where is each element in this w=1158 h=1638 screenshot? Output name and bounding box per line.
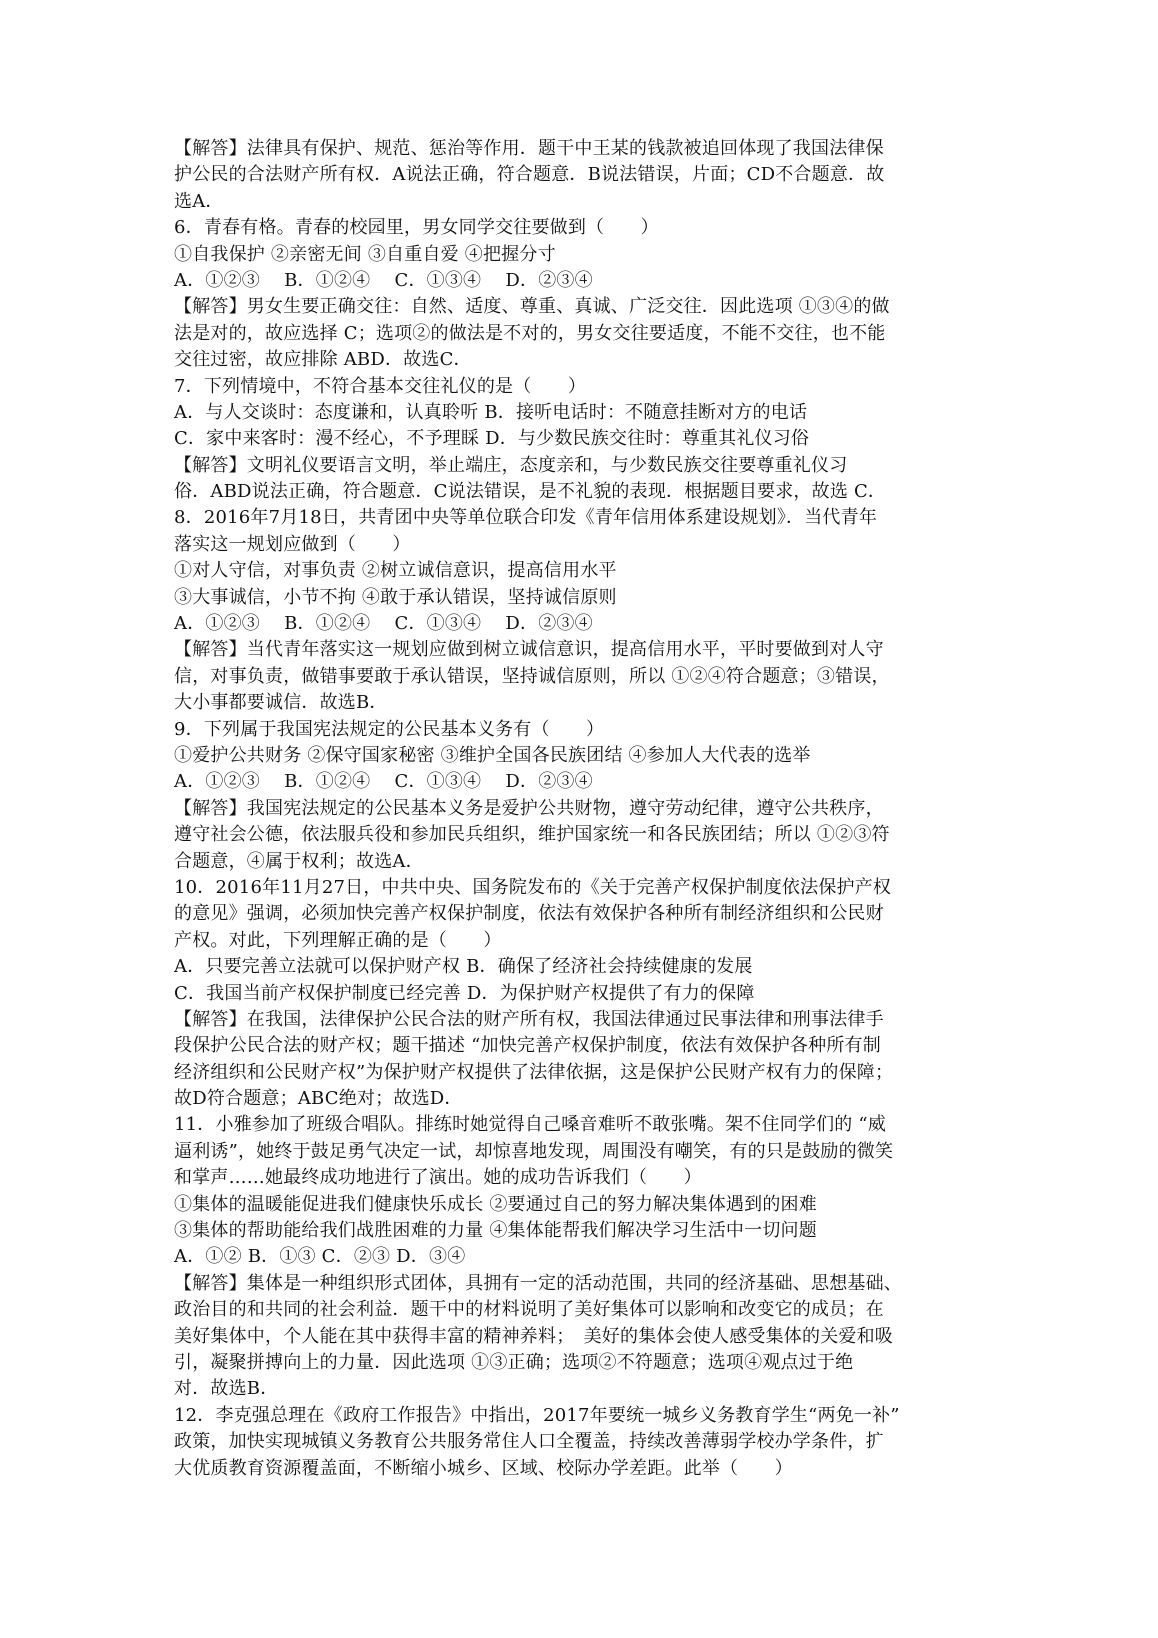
question-11-stem: 逼利诱”，她终于鼓足勇气决定一试，却惊喜地发现，周围没有嘲笑，有的只是鼓励的微笑 (174, 1140, 894, 1162)
question-8-items: ③大事诚信，小节不拘 ④敢于承认错误，坚持诚信原则 (174, 586, 617, 608)
text-line: 【解答】我国宪法规定的公民基本义务是爱护公共财物，遵守劳动纪律，遵守公共秩序， (174, 797, 884, 819)
question-7-options: A．与人交谈时：态度谦和，认真聆听 B．接听电话时：不随意挂断对方的电话 (174, 401, 808, 423)
question-6-items: ①自我保护 ②亲密无间 ③自重自爱 ④把握分寸 (174, 243, 556, 265)
text-line: 遵守社会公德，依法服兵役和参加民兵组织，维护国家统一和各民族团结；所以 ①②③符 (174, 824, 890, 846)
text-line: 【解答】在我国，法律保护公民合法的财产所有权，我国法律通过民事法律和刑事法律手 (174, 1008, 884, 1030)
text-line: 护公民的合法财产所有权．A说法正确，符合题意．B说法错误，片面；CD不合题意．故 (174, 164, 885, 186)
text-line: 俗．ABD说法正确，符合题意．C说法错误，是不礼貌的表现．根据题目要求，故选 C． (174, 481, 887, 503)
question-12-stem: 政策，加快实现城镇义务教育公共服务常住人口全覆盖，持续改善薄弱学校办学条件，扩 (174, 1431, 884, 1453)
text-line: 经济组织和公民财产权”为保护财产权提供了法律依据，这是保护公民财产权有力的保障； (174, 1061, 894, 1083)
question-6-options: A．①②③ B．①②④ C．①③④ D．②③④ (174, 269, 593, 291)
question-9-stem: 9．下列属于我国宪法规定的公民基本义务有（ ） (174, 718, 605, 740)
question-8-stem: 8．2016年7月18日，共青团中央等单位联合印发《青年信用体系建设规划》．当代青年 (174, 507, 878, 529)
question-11-items: ③集体的帮助能给我们战胜困难的力量 ④集体能帮我们解决学习生活中一切问题 (174, 1220, 817, 1242)
question-11-stem: 和掌声……她最终成功地进行了演出。她的成功告诉我们（ ） (174, 1167, 702, 1189)
question-11-stem: 11．小雅参加了班级合唱队。排练时她觉得自己嗓音难听不敢张嘴。架不住同学们的 “威 (174, 1114, 887, 1136)
text-line: 选A． (174, 190, 224, 212)
text-line: 段保护公民合法的财产权；题干描述 “加快完善产权保护制度，依法有效保护各种所有制 (174, 1035, 881, 1057)
text-line: 【解答】男女生要正确交往：自然、适度、尊重、真诚、广泛交往．因此选项 ①③④的做 (174, 296, 890, 318)
text-line: 大小事都要诚信．故选B． (174, 692, 388, 714)
question-7-stem: 7．下列情境中，不符合基本交往礼仪的是（ ） (174, 375, 587, 397)
question-6-stem: 6．青春有格。青春的校园里，男女同学交往要做到（ ） (174, 217, 659, 239)
question-10-stem: 产权。对此，下列理解正确的是（ ） (174, 929, 502, 951)
document-page (174, 136, 1004, 1482)
text-line: 美好集体中，个人能在其中获得丰富的精神养料； 美好的集体会使人感受集体的关爱和吸 (174, 1325, 893, 1347)
question-11-items: ①集体的温暖能促进我们健康快乐成长 ②要通过自己的努力解决集体遇到的困难 (174, 1193, 817, 1215)
question-9-options: A．①②③ B．①②④ C．①③④ D．②③④ (174, 771, 593, 793)
text-line: 信，对事负责，做错事要敢于承认错误，坚持诚信原则，所以 ①②④符合题意；③错误， (174, 665, 890, 687)
text-line: 【解答】当代青年落实这一规划应做到树立诚信意识，提高信用水平，平时要做到对人守 (174, 639, 884, 661)
question-8-options: A．①②③ B．①②④ C．①③④ D．②③④ (174, 613, 593, 635)
text-line: 【解答】集体是一种组织形式团体，具拥有一定的活动范围，共同的经济基础、思想基础、 (174, 1272, 902, 1294)
text-line: 引，凝聚拼搏向上的力量．因此选项 ①③正确；选项②不符题意；选项④观点过于绝 (174, 1351, 854, 1373)
text-line: 合题意，④属于权利；故选A． (174, 850, 424, 872)
text-line: 【解答】法律具有保护、规范、惩治等作用．题干中王某的钱款被追回体现了我国法律保 (174, 138, 884, 159)
text-line: 【解答】文明礼仪要语言文明，举止端庄，态度亲和，与少数民族交往要尊重礼仪习 (174, 454, 848, 476)
question-12-stem: 大优质教育资源覆盖面，不断缩小城乡、区域、校际办学差距。此举（ ） (174, 1457, 793, 1479)
text-line: 法是对的，故应选择 C；选项②的做法是不对的，男女交往要适度，不能不交往，也不能 (174, 322, 886, 344)
question-10-options: C．我国当前产权保护制度已经完善 D．为保护财产权提供了有力的保障 (174, 982, 755, 1004)
question-10-stem: 的意见》强调，必须加快完善产权保护制度，依法有效保护各种所有制经济组织和公民财 (174, 903, 884, 925)
question-10-stem: 10．2016年11月27日，中共中央、国务院发布的《关于完善产权保护制度依法保护产权 (174, 876, 892, 898)
text-line: 故D符合题意；ABC绝对；故选D． (174, 1088, 463, 1110)
text-line: 政治目的和共同的社会利益．题干中的材料说明了美好集体可以影响和改变它的成员；在 (174, 1299, 884, 1321)
question-10-options: A．只要完善立法就可以保护财产权 B．确保了经济社会持续健康的发展 (174, 956, 753, 978)
question-11-options: A．①② B．①③ C．②③ D．③④ (174, 1246, 466, 1268)
question-8-stem: 落实这一规划应做到（ ） (174, 533, 411, 555)
question-8-items: ①对人守信，对事负责 ②树立诚信意识，提高信用水平 (174, 560, 617, 582)
text-line: 对．故选B． (174, 1378, 279, 1400)
text-line: 交往过密，故应排除 ABD．故选C． (174, 349, 472, 371)
question-9-items: ①爱护公共财务 ②保守国家秘密 ③维护全国各民族团结 ④参加人大代表的选举 (174, 744, 811, 766)
question-12-stem: 12．李克强总理在《政府工作报告》中指出，2017年要统一城乡义务教育学生“两免一补” (174, 1404, 900, 1426)
question-7-options: C．家中来客时：漫不经心，不予理睬 D．与少数民族交往时：尊重其礼仪习俗 (174, 428, 810, 450)
